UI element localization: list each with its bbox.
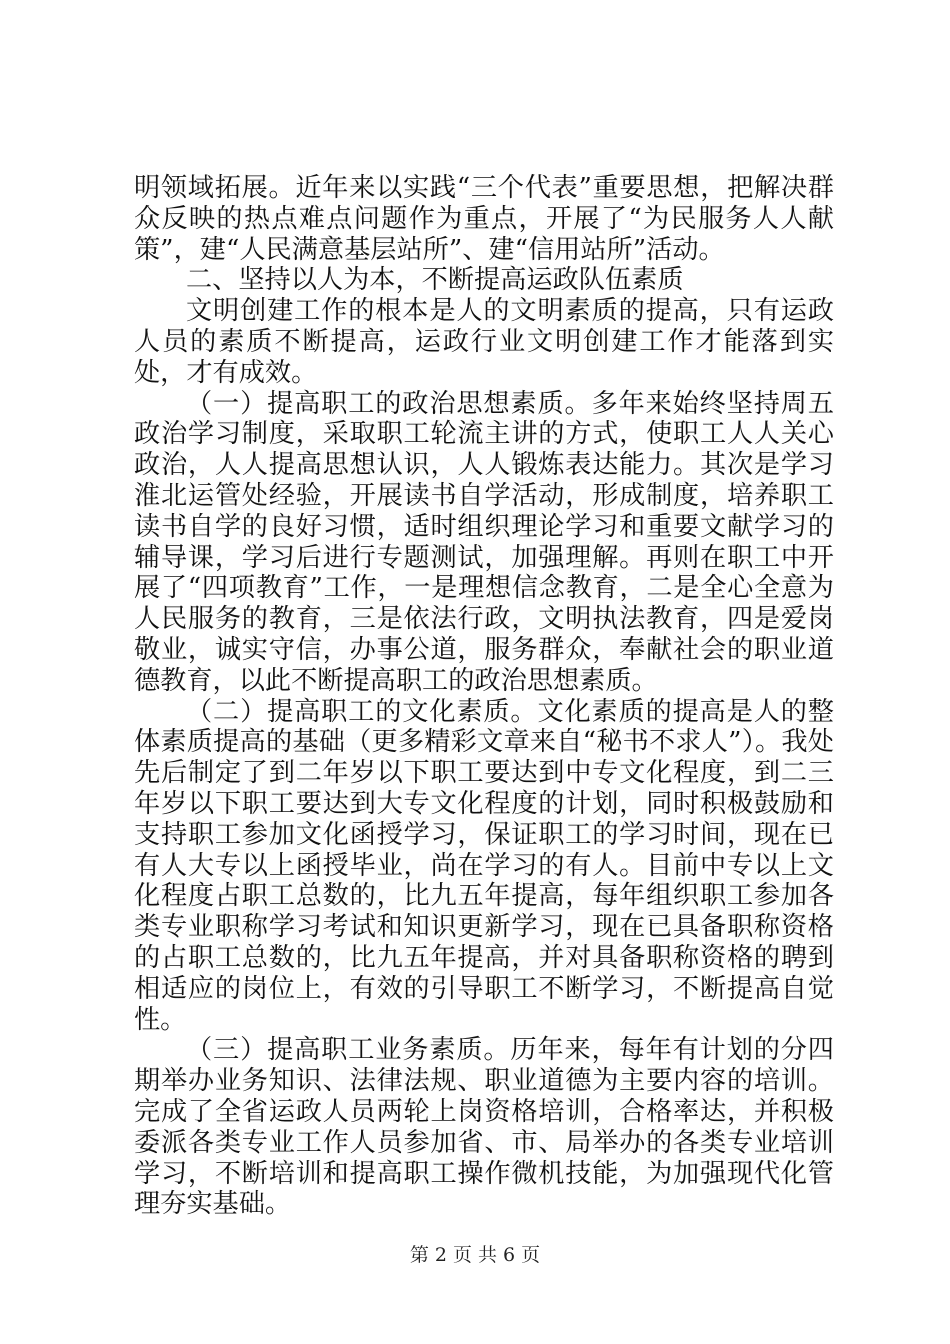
section-heading: 二、坚持以人为本，不断提高运政队伍素质: [186, 265, 684, 296]
page-footer: 第 2 页 共 6 页: [409, 1244, 541, 1266]
paragraph-political-quality: （一）提高职工的政治思想素质。多年来始终坚持周五政治学习制度，采取职工轮流主讲的方式，使职工人人关心政治，人人提高思想认识，人人锻炼表达能力。其次是学习淮北运管处经验，开展读书自学活动，形成制度，培养职工读书自学的良好习惯，适时组织理论学习和重要文献学习的辅导课，学习后进行专题测试，加强理解。再则在职工中开展了“四项教育”工作，一是理想信念教育，二是全心全意为人民服务的教育，三是依法行政，文明执法教育，四是爱岗敬业，诚实守信，办事公道，服务群众，奉献社会的职业道德教育，以此不断提高职工的政治思想素质。: [134, 388, 834, 696]
paragraph-intro: 文明创建工作的根本是人的文明素质的提高，只有运政人员的素质不断提高，运政行业文明创建工作才能落到实处，才有成效。: [134, 296, 834, 388]
paragraph-cultural-quality: （二）提高职工的文化素质。文化素质的提高是人的整体素质提高的基础（更多精彩文章来自“秘书不求人”）。我处先后制定了到二年岁以下职工要达到中专文化程度，到二三年岁以下职工要达到大专文化程度的计划，同时积极鼓励和支持职工参加文化函授学习，保证职工的学习时间，现在已有人大专以上函授毕业，尚在学习的有人。目前中专以上文化程度占职工总数的，比九五年提高，每年组织职工参加各类专业职称学习考试和知识更新学习，现在已具备职称资格的占职工总数的，比九五年提高，并对具备职称资格的聘到相适应的岗位上，有效的引导职工不断学习，不断提高自觉性。: [134, 696, 834, 1035]
document-body: [134, 173, 834, 1220]
paragraph-continuation: 明领域拓展。近年来以实践“三个代表”重要思想，把解决群众反映的热点难点问题作为重点，开展了“为民服务人人献策”，建“人民满意基层站所”、建“信用站所”活动。: [134, 173, 834, 265]
paragraph-business-quality: （三）提高职工业务素质。历年来，每年有计划的分四期举办业务知识、法律法规、职业道德为主要内容的培训。完成了全省运政人员两轮上岗资格培训，合格率达，并积极委派各类专业工作人员参加省、市、局举办的各类专业培训学习，不断培训和提高职工操作微机技能，为加强现代化管理夯实基础。: [134, 1035, 834, 1220]
